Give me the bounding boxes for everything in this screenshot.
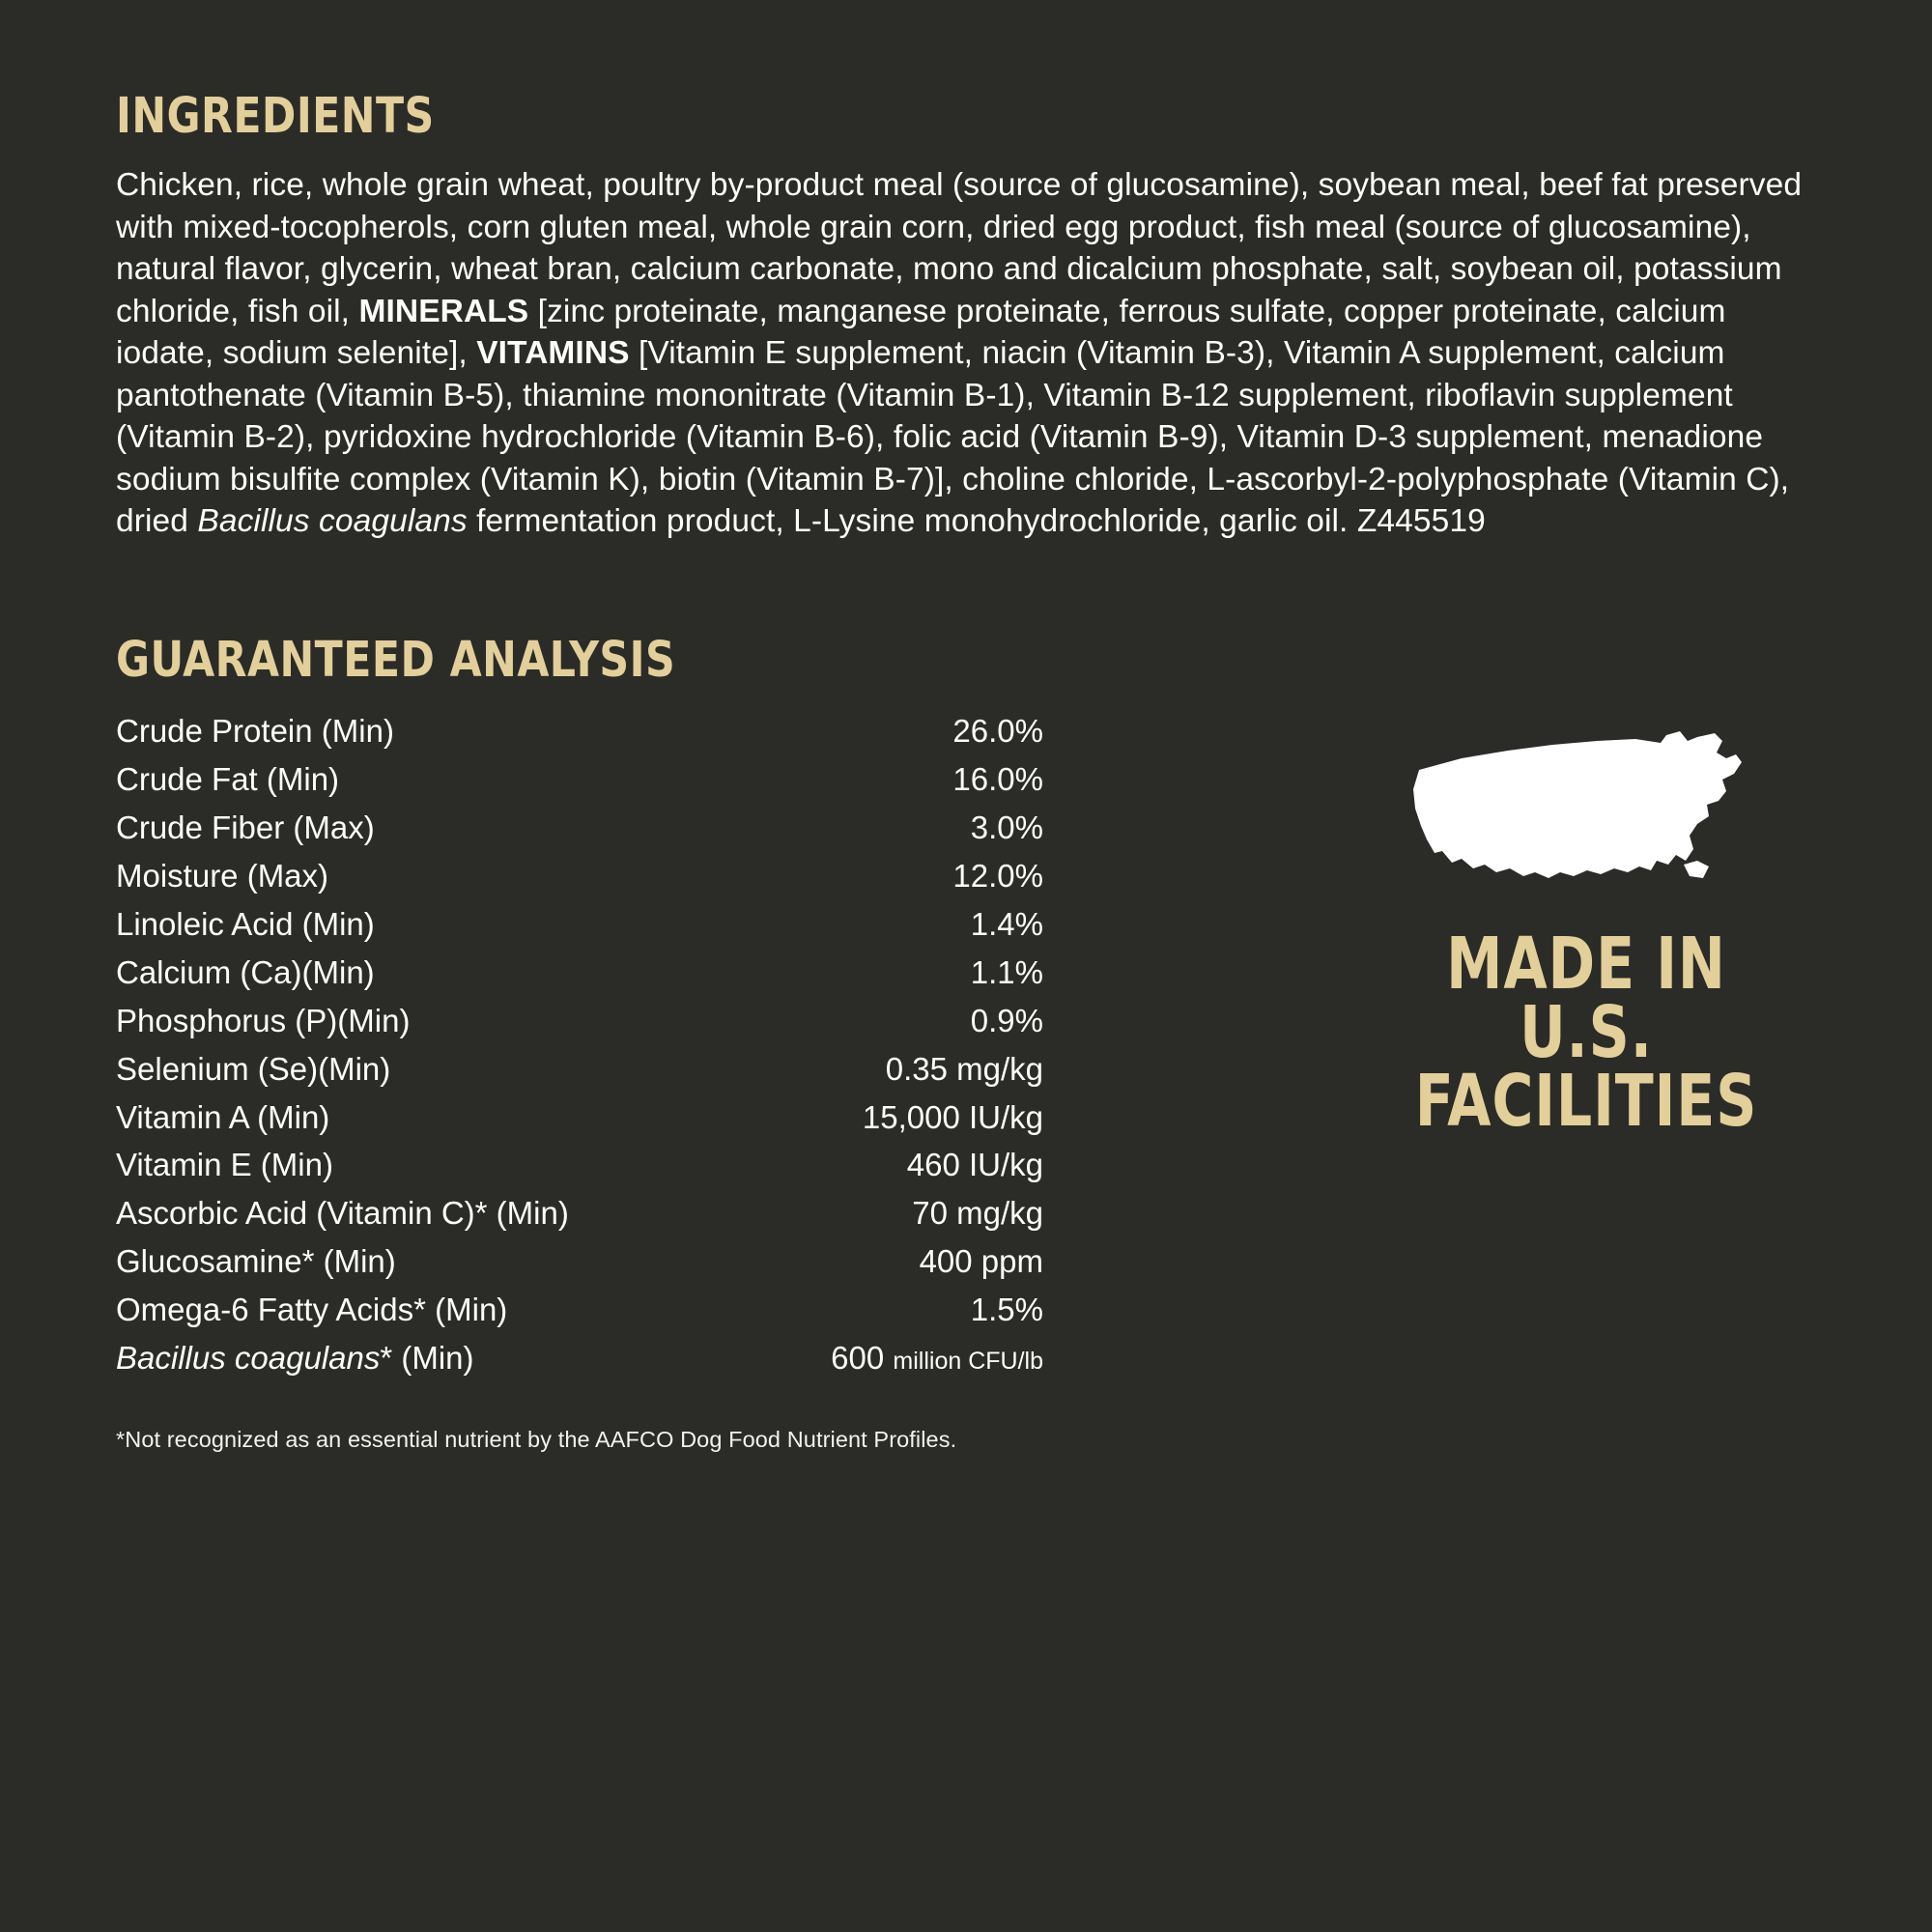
table-row: [116, 1335, 1043, 1383]
table-row: [116, 1238, 1043, 1287]
usa-map-icon: [1407, 720, 1765, 913]
nutrient-label: Omega-6 Fatty Acids* (Min): [116, 1292, 508, 1328]
nutrient-value: 400 ppm: [919, 1243, 1043, 1280]
nutrient-value: 0.35 mg/kg: [885, 1050, 1043, 1087]
nutrient-value: 460 IU/kg: [906, 1147, 1043, 1183]
guaranteed-analysis-heading: GUARANTEED ANALYSIS: [116, 631, 676, 689]
ingredients-run: [Vitamin E supplement, niacin (Vitamin B-3), Vitamin A supplement, calcium pantothenate (Vitamin B-5), thiamine mononitrate (Vitamin B-1), Vitamin B-12 supplement, riboflavin supplement (Vitamin B-2), pyridoxine hydrochloride (Vitamin B-6), folic acid (Vitamin B-9), Vitamin D-3 supplement, menadione sodium bisulfite complex (Vitamin K), biotin (Vitamin B-7)], choline chloride, L-ascorbyl-2-polyphosphate (Vitamin C), dried: [116, 335, 1790, 540]
table-row: [116, 1094, 1043, 1142]
nutrient-value: 15,000 IU/kg: [862, 1098, 1043, 1135]
nutrient-label: Calcium (Ca)(Min): [116, 953, 375, 990]
ingredients-italic: Bacillus coagulans: [197, 503, 468, 540]
nutrient-label: Moisture (Max): [116, 858, 329, 895]
table-row: [116, 949, 1043, 997]
table-row: [116, 997, 1043, 1045]
table-row: [116, 1190, 1043, 1238]
table-row: [116, 1142, 1043, 1190]
nutrient-value: 70 mg/kg: [912, 1195, 1043, 1232]
ingredients-emphasis: MINERALS: [358, 293, 529, 329]
table-row: [116, 1045, 1043, 1094]
ingredients-run: [zinc proteinate, manganese proteinate, ferrous sulfate, copper proteinate, calcium iodate, sodium selenite],: [116, 293, 1726, 372]
nutrient-value-unit: million CFU/lb: [893, 1348, 1043, 1375]
ingredients-emphasis: VITAMINS: [476, 335, 630, 372]
nutrient-label: Crude Fat (Min): [116, 761, 340, 798]
nutrient-label: Phosphorus (P)(Min): [116, 1002, 411, 1038]
nutrient-label-italic: Bacillus coagulans: [116, 1340, 381, 1376]
nutrient-value: 1.1%: [970, 953, 1043, 990]
table-row: [116, 1287, 1043, 1335]
guaranteed-analysis-footnote: *Not recognized as an essential nutrient by the AAFCO Dog Food Nutrient Profiles.: [116, 1427, 957, 1453]
nutrient-label: Bacillus coagulans* (Min): [116, 1340, 474, 1376]
nutrient-label: Crude Fiber (Max): [116, 810, 375, 846]
nutrient-label: Vitamin A (Min): [116, 1098, 330, 1135]
table-row: [116, 805, 1043, 853]
nutrient-label: Vitamin E (Min): [116, 1147, 333, 1183]
nutrient-value: 1.4%: [970, 905, 1043, 942]
ingredients-heading: INGREDIENTS: [116, 88, 435, 145]
nutrient-label: Crude Protein (Min): [116, 713, 394, 750]
nutrient-value: 0.9%: [970, 1002, 1043, 1038]
nutrient-value: 3.0%: [970, 810, 1043, 846]
nutrient-value: 16.0%: [952, 761, 1043, 798]
nutrient-value: 26.0%: [952, 713, 1043, 750]
nutrient-label: Glucosamine* (Min): [116, 1243, 396, 1280]
ingredients-run: Chicken, rice, whole grain wheat, poultry by-product meal (source of glucosamine), soybean meal, beef fat preserved with mixed-tocopherols, corn gluten meal, whole grain corn, dried egg product, fish meal (source of glucosamine), natural flavor, glycerin, wheat bran, calcium carbonate, mono and dicalcium phosphate, salt, soybean oil, potassium chloride, fish oil,: [116, 167, 1803, 329]
made-in-usa-badge: [1316, 720, 1857, 1144]
nutrient-value: 1.5%: [970, 1292, 1043, 1328]
table-row: [116, 708, 1043, 756]
nutrient-value: 12.0%: [952, 858, 1043, 895]
table-row: [116, 900, 1043, 949]
made-in-line-3: FACILITIES: [1414, 1060, 1758, 1144]
nutrient-label: Linoleic Acid (Min): [116, 905, 375, 942]
ingredients-text: [116, 164, 1816, 543]
made-in-line-1: MADE IN: [1446, 923, 1726, 1006]
nutrient-label: Ascorbic Acid (Vitamin C)* (Min): [116, 1195, 569, 1232]
nutrient-value: 600 million CFU/lb: [831, 1340, 1043, 1376]
made-in-line-2: U.S.: [1520, 991, 1653, 1075]
ingredients-run: fermentation product, L-Lysine monohydrochloride, garlic oil. Z445519: [467, 503, 1486, 540]
table-row: [116, 756, 1043, 805]
nutrient-label: Selenium (Se)(Min): [116, 1050, 391, 1087]
table-row: [116, 853, 1043, 901]
guaranteed-analysis-table: [116, 708, 1043, 1382]
